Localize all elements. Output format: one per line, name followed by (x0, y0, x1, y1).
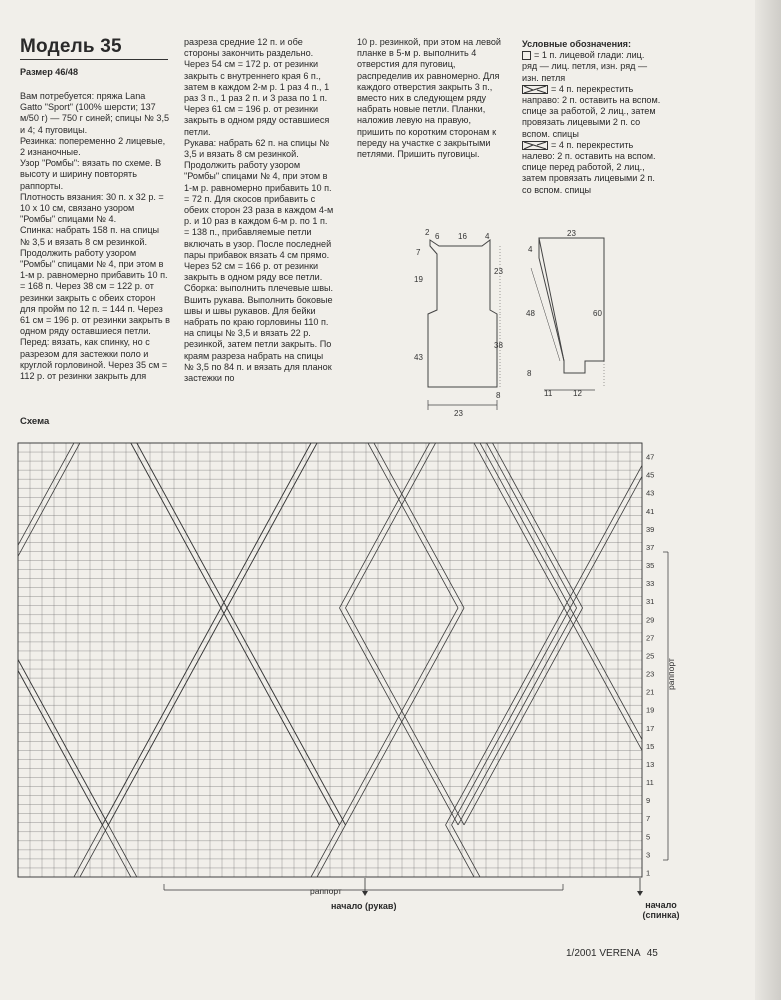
row-number: 33 (646, 579, 655, 589)
row-number: 1 (646, 868, 651, 878)
cable-line (446, 608, 565, 825)
cable-line (227, 174, 346, 391)
pattern-paragraph: Узор "Ромбы": вязать по схеме. В высоту и ширину повторять раппорты. (20, 158, 162, 191)
cable-line (102, 608, 221, 825)
assembly-paragraph: Сборка: выполнить плечевые швы. Вшить рукава. Выполнить боковые швы и швы рукавов. Для бейки набрать по краю горловины 110 п. на спицы № 3,5 и вязать 22 р. резинкой, затем петли закрыть. По краям разреза набрать на спицы № 3,5 по 84 п. и вязать для планок застежки по (184, 283, 334, 384)
cable-line (0, 391, 108, 608)
cable-line (452, 825, 571, 1000)
sleeve-dim-4: 4 (528, 245, 533, 254)
rapport-brackets (164, 552, 668, 896)
page-number: 45 (646, 948, 658, 959)
cable-lines (0, 174, 689, 1000)
row-number: 5 (646, 832, 651, 842)
cable-line (446, 391, 565, 608)
body-dim-19: 19 (414, 275, 423, 284)
row-number: 31 (646, 597, 655, 607)
row-number: 41 (646, 506, 655, 516)
cable-line (0, 825, 102, 1000)
rapport-horizontal-label: раппорт (310, 886, 342, 896)
body-dim-4: 4 (485, 232, 490, 241)
cable-line (221, 174, 340, 391)
size-label: Размер 46/48 (20, 67, 79, 77)
body-dim-38: 38 (494, 341, 503, 350)
row-number: 11 (646, 778, 654, 788)
row-number: 19 (646, 705, 655, 715)
cable-line (464, 608, 583, 825)
sleeve-dim-60: 60 (593, 309, 602, 318)
legend-item-knit-text: = 1 п. лицевой глади: лиц. ряд — лиц. петля, изн. ряд — изн. петля (522, 50, 648, 83)
materials-paragraph: Вам потребуется: пряжа Lana Gatto "Sport" (100% шерсти; 137 м/50 г) — 750 г синей; спицы № 3,5 и 4; 4 пуговицы. (20, 91, 170, 135)
cable-line (570, 391, 689, 608)
arrow-down-icon (362, 891, 368, 896)
sleeve-dim-48: 48 (526, 309, 535, 318)
legend-item-right-cross-text: = 4 п. перекрестить направо: 2 п. оставить на вспом. спице за работой, 2 лиц., затем провязать лицевыми 2 п. со вспом. спицы (522, 83, 661, 139)
pattern-title: Схема (20, 416, 50, 427)
cable-line (108, 174, 227, 391)
cable-line (0, 608, 108, 825)
body-dim-16: 16 (458, 232, 467, 241)
body-dim-2: 2 (425, 228, 430, 237)
cable-line (464, 391, 583, 608)
cable-line (0, 608, 108, 825)
start-sleeve-label: начало (рукав) (331, 901, 397, 911)
cable-line (0, 825, 108, 1000)
cable-line (458, 608, 577, 825)
cable-line (446, 825, 565, 1000)
cable-line (0, 608, 102, 825)
cable-line (221, 391, 340, 608)
sleeves-paragraph: Рукава: набрать 62 п. на спицы № 3,5 и вязать 8 см резинкой. Продолжить работу узором "Ромбы" спицами № 4, при этом в 1-м р. равномерно прибавить 10 п. = 72 п. Для скосов прибавить с обеих сторон 23 раза в каждом 4-м р. и 10 раз в каждом 6-м р. по 1 п. = 138 п., прибавляемые петли включать в узор. После последней пары прибавок вязать 4 см прямо. Через 52 см = 166 р. от резинки закрыть в одном ряду все петли. (184, 137, 334, 283)
front-paragraph: Перед: вязать, как спинку, но с разрезом для застежки поло и круглой горловиной. Через 35 см = 112 р. от резинки закрыть для (20, 337, 168, 382)
cable-line (452, 391, 571, 608)
arrow-down-icon (637, 891, 643, 896)
row-number: 29 (646, 615, 655, 625)
cable-line (227, 391, 346, 608)
row-number: 7 (646, 814, 651, 824)
body-dim-8: 8 (496, 391, 501, 400)
row-number: 37 (646, 542, 655, 552)
cable-line (0, 608, 102, 825)
cable-line (227, 825, 346, 1000)
sleeve-dim-12: 12 (573, 389, 582, 398)
rapport-vertical-label: раппорт (666, 658, 676, 690)
row-number: 13 (646, 759, 655, 769)
body-dim-23: 23 (494, 267, 503, 276)
row-number: 47 (646, 452, 655, 462)
issue-label: 1/2001 VERENA (566, 948, 640, 959)
assembly-continued-paragraph: 10 р. резинкой, при этом на левой планке в 5-м р. выполнить 4 отверстия для пуговиц, распределив их равномерно. Для каждого отверстия закрыть 3 п., вместо них в следующем ряду набрать новые петли. Планки, наложив левую на правую, пришить по коротким сторонам к переду на участке с закрытыми петлями. Пришить пуговицы. (357, 37, 501, 160)
back-paragraph: Спинка: набрать 158 п. на спицы № 3,5 и вязать 8 см резинкой. Продолжить работу узором "Ромбы" спицами № 4, при этом в 1-м р. равномерно прибавить 10 п. = 168 п. Через 38 см = 122 р. от резинки закрыть с обеих сторон для пройм по 12 п. = 144 п. Через 61 см = 196 р. от резинки закрыть в одном ряду оставшиеся петли. (20, 225, 170, 337)
cable-line (221, 608, 340, 825)
cable-line (458, 391, 577, 608)
legend-item-left-cross-text: = 4 п. перекрестить налево: 2 п. оставить на вспом. спице перед работой, 2 лиц., затем провязать лицевыми 2 п. со вспом. спицы (522, 139, 656, 195)
row-number: 15 (646, 741, 655, 751)
cable-line (102, 825, 221, 1000)
body-dim-7: 7 (416, 248, 421, 257)
cable-line (570, 174, 689, 391)
start-back-label: начало (спинка) (642, 900, 680, 920)
row-number: 43 (646, 488, 655, 498)
gauge-paragraph: Плотность вязания: 30 п. х 32 р. = 10 х 10 см, связано узором "Ромбы" спицами № 4. (20, 191, 164, 225)
ribbing-paragraph: Резинка: попеременно 2 лицевые, 2 изнаночные. (20, 135, 166, 158)
cable-line (0, 391, 102, 608)
row-number: 39 (646, 524, 655, 534)
row-number: 35 (646, 561, 655, 571)
body-dim-43: 43 (414, 353, 423, 362)
body-dim-6: 6 (435, 232, 440, 241)
front-continued-paragraph: разреза средние 12 п. и обе стороны закончить раздельно. Через 54 см = 172 р. от резинки закрыть с внутреннего края 6 п., затем в каждом 2-м р. 1 раз 4 п., 1 раз 3 п., 1 раз 2 п. и 3 раза по 1 п. Через 61 см = 196 р. от резинки закрыть в одном ряду оставшиеся петли. (184, 37, 330, 137)
sleeve-dim-8: 8 (527, 369, 532, 378)
row-number: 17 (646, 723, 655, 733)
cable-line (102, 391, 221, 608)
row-number: 9 (646, 796, 651, 806)
row-number: 3 (646, 850, 651, 860)
row-number: 27 (646, 633, 655, 643)
cable-line (452, 608, 571, 825)
body-dim-width: 23 (454, 409, 463, 418)
cable-line (452, 174, 571, 391)
sleeve-dim-11: 11 (544, 389, 553, 398)
cable-line (102, 174, 221, 391)
cable-line (570, 608, 689, 825)
legend-title: Условные обозначения: (522, 39, 631, 49)
cable-line (446, 174, 565, 391)
row-number: 25 (646, 651, 655, 661)
cable-line (227, 608, 346, 825)
row-number-column (646, 453, 654, 878)
sleeve-dim-23: 23 (567, 229, 576, 238)
cable-line (564, 174, 683, 391)
row-number: 45 (646, 470, 655, 480)
model-title: Модель 35 (20, 36, 122, 57)
row-number: 21 (646, 687, 655, 697)
cable-line (221, 825, 340, 1000)
row-number: 23 (646, 669, 655, 679)
page-footer (566, 948, 658, 959)
